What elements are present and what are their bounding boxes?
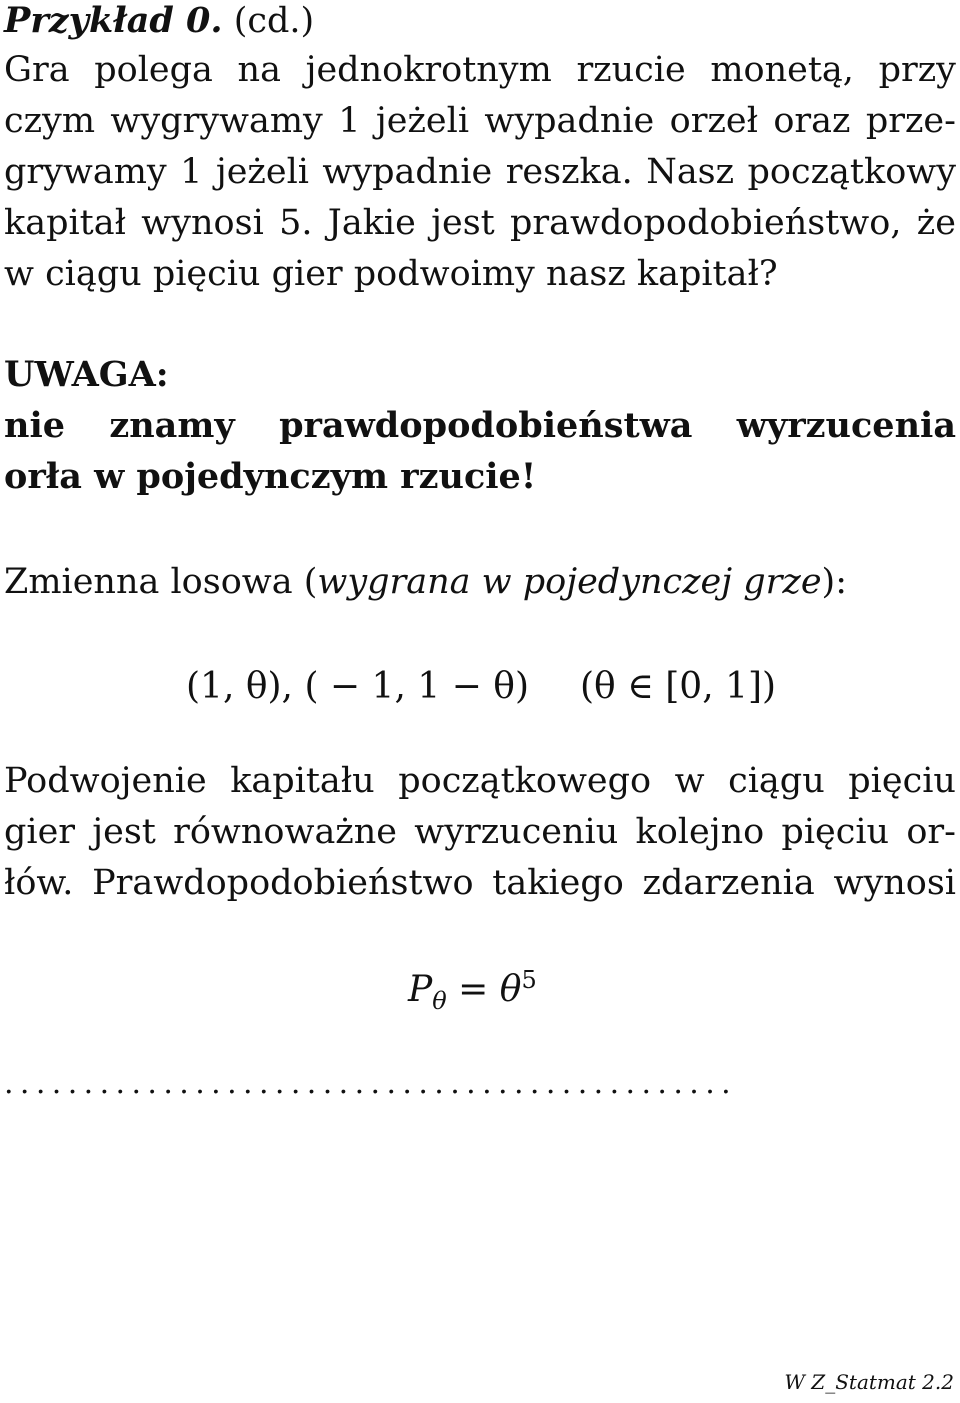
word: takiego xyxy=(492,863,624,903)
intro-line-1 xyxy=(4,45,956,95)
word: Gra xyxy=(4,50,70,90)
word: wynosi xyxy=(141,203,264,243)
random-variable-desc: wygrana w pojedynczej grze xyxy=(317,562,822,602)
word: przy xyxy=(878,50,956,90)
parameter-domain: (θ ∈ [0, 1]) xyxy=(580,666,777,707)
word: wynosi xyxy=(833,863,956,903)
word: na xyxy=(237,50,281,90)
word: monetą, xyxy=(710,50,854,90)
word: nie xyxy=(4,405,66,446)
footer-label: W Z_Statmat 2.2 xyxy=(784,1370,954,1394)
note-line-2: orła w pojedynczym rzucie! xyxy=(4,456,537,497)
word: wypadnie xyxy=(322,152,493,192)
word: wypadnie xyxy=(484,101,655,141)
word: w xyxy=(674,761,705,801)
word: początkowego xyxy=(398,761,652,801)
word: czym xyxy=(4,101,96,141)
dotted-separator: .............................................. xyxy=(4,1066,738,1101)
word: równoważne xyxy=(173,812,398,852)
word: znamy xyxy=(109,405,235,446)
intro-line-2 xyxy=(4,96,956,146)
word: kolejno xyxy=(635,812,765,852)
random-variable-label: Zmienna losowa ( xyxy=(4,562,318,602)
formula-equals: = xyxy=(458,969,489,1010)
word: reszka. xyxy=(505,152,633,192)
random-variable-end: ): xyxy=(821,562,847,602)
word: że xyxy=(916,203,956,243)
probability-formula xyxy=(408,955,537,1026)
word: łów. xyxy=(4,863,74,903)
word: rzucie xyxy=(576,50,686,90)
example-title: Przykład 0. xyxy=(4,0,223,41)
word: prze- xyxy=(865,101,956,141)
word: wygrywamy xyxy=(110,101,323,141)
word: gier xyxy=(4,812,76,852)
note-heading: UWAGA: xyxy=(4,354,169,395)
intro-line-3 xyxy=(4,147,956,197)
word: 5. xyxy=(279,203,313,243)
example-heading xyxy=(4,0,314,46)
example-continued: (cd.) xyxy=(233,1,315,41)
note-line-1 xyxy=(4,401,956,451)
word: orzeł xyxy=(669,101,758,141)
word: 1 xyxy=(338,101,361,141)
word: ciągu xyxy=(728,761,825,801)
word: jednokrotnym xyxy=(305,50,552,90)
formula-theta: θ xyxy=(499,969,522,1010)
random-variable-line xyxy=(4,557,847,607)
word: polega xyxy=(94,50,213,90)
word: Jakie xyxy=(327,203,416,243)
word: kapitału xyxy=(230,761,375,801)
formula-exponent: 5 xyxy=(521,966,537,994)
word: zdarzenia xyxy=(642,863,815,903)
word: Nasz xyxy=(646,152,735,192)
word: prawdopodobieństwo, xyxy=(510,203,902,243)
conclusion-line-1 xyxy=(4,756,956,806)
word: wyrzuceniu xyxy=(414,812,619,852)
word: Prawdopodobieństwo xyxy=(92,863,474,903)
word: jest xyxy=(431,203,495,243)
word: początkowy xyxy=(747,152,956,192)
word: kapitał xyxy=(4,203,126,243)
distribution-values: (1, θ), ( − 1, 1 − θ) xyxy=(186,666,530,707)
word: wyrzucenia xyxy=(736,405,956,446)
word: jest xyxy=(92,812,156,852)
intro-line-5: w ciągu pięciu gier podwoimy nasz kapitał? xyxy=(4,254,778,294)
conclusion-line-2 xyxy=(4,807,956,857)
formula-p-subscript: θ xyxy=(432,987,447,1016)
word: oraz xyxy=(773,101,851,141)
word: pięciu xyxy=(848,761,956,801)
formula-p: P xyxy=(408,969,433,1010)
word: 1 xyxy=(180,152,203,192)
word: pięciu xyxy=(781,812,890,852)
word: grywamy xyxy=(4,152,167,192)
conclusion-line-3 xyxy=(4,858,956,908)
word: or- xyxy=(906,812,956,852)
word: prawdopodobieństwa xyxy=(279,405,693,446)
word: jeżeli xyxy=(215,152,309,192)
word: jeżeli xyxy=(375,101,470,141)
intro-line-4 xyxy=(4,198,956,248)
word: Podwojenie xyxy=(4,761,207,801)
